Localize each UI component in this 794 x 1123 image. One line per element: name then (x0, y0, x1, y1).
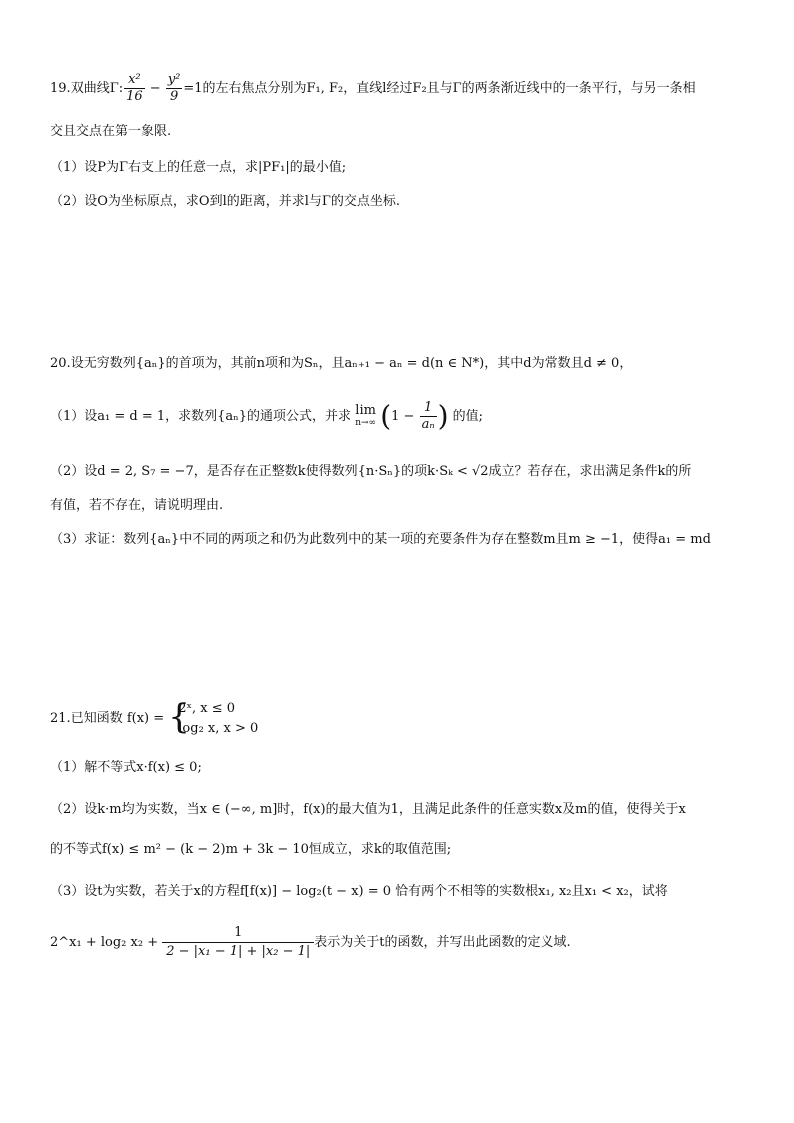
q19-frac-x-num: x² (124, 72, 145, 89)
q19-line2: 交且交点在第一象限. (50, 124, 172, 139)
q19-part1: （1）设P为Γ右支上的任意一点，求|PF₁|的最小值; (50, 160, 347, 175)
q19-frac-x (124, 72, 145, 105)
q19-minus: − (145, 81, 165, 96)
q20-frac-den: aₙ (421, 417, 435, 432)
q20-limit-top: lim (355, 402, 376, 418)
q21-expr-b: 表示为关于t的函数，并写出此函数的定义域. (314, 935, 571, 950)
q21-line1 (50, 696, 754, 742)
q21-frac (162, 924, 314, 961)
q21-part2-line2: 的不等式f(x) ≤ m² − (k − 2)m + 3k − 10恒成立，求k的取值范围; (50, 842, 452, 857)
q19-frac-y-den: 9 (169, 89, 179, 104)
q21-frac-num: 1 (162, 924, 314, 943)
q21-expr-a: 2^x₁ + log₂ x₂ + (50, 935, 163, 950)
q19-intro-a: 双曲线Γ: (70, 81, 124, 96)
q20-paren-right: ) (437, 399, 449, 433)
q19-intro-b: =1的左右焦点分别为F₁, F₂，直线l经过F₂且与Γ的两条渐近线中的一条平行，与另一条相 (183, 81, 696, 96)
q20-part2-line2: 有值，若不存在，请说明理由. (50, 498, 224, 513)
q20-part1 (50, 400, 754, 433)
q21-brace: { (168, 696, 190, 737)
q21-piece2: log₂ x, x > 0 (178, 720, 259, 736)
q20-limit-sub: n→∞ (355, 417, 377, 428)
q20-line1 (50, 354, 754, 374)
q20-number: 20. (50, 356, 71, 371)
q21-intro: 已知函数 f(x) = (70, 711, 169, 726)
q20-paren-left: ( (380, 399, 392, 433)
q20-part1-a: （1）设a₁ = d = 1，求数列{aₙ}的通项公式，并求 (50, 409, 352, 424)
q20-limit (355, 402, 377, 429)
q19-frac-x-den: 16 (126, 89, 143, 104)
q19-frac-y (166, 72, 183, 105)
q21-part3-line1: （3）设t为实数，若关于x的方程f[f(x)] − log₂(t − x) = 0 恰有两个不相等的实数根x₁, x₂且x₁ < x₂，试将 (50, 884, 668, 899)
q20-part3: （3）求证：数列{aₙ}中不同的两项之和仍为此数列中的某一项的充要条件为存在整数m且m ≥ −1，使得a₁ = md (50, 532, 711, 547)
q20-one-minus: 1 − (391, 409, 419, 424)
q21-frac-den: 2 − |x₁ − 1| + |x₂ − 1| (166, 944, 311, 959)
q20-frac-num: 1 (420, 400, 437, 417)
q19-part2: （2）设O为坐标原点，求O到l的距离，并求l与Γ的交点坐标. (50, 194, 401, 209)
q21-piecewise (168, 696, 259, 739)
q21-part1: （1）解不等式x·f(x) ≤ 0; (50, 760, 202, 775)
q19-frac-y-num: y² (167, 72, 181, 87)
q20-part2-line1: （2）设d = 2, S₇ = −7，是否存在正整数k使得数列{n·Sₙ}的项k·Sₖ < √2成立？若存在，求出满足条件k的所 (50, 464, 692, 479)
q21-number: 21. (50, 711, 71, 726)
q19-number: 19. (50, 81, 71, 96)
q21-part2-line1: （2）设k·m均为实数，当x ∈ (−∞, m]时，f(x)的最大值为1，且满足此条件的任意实数x及m的值，使得关于x (50, 802, 686, 817)
q21-part3-line2 (50, 924, 754, 961)
q21-piece1: 2ˣ, x ≤ 0 (178, 700, 236, 716)
q20-part1-b: 的值; (452, 409, 484, 424)
q19-line1 (50, 72, 754, 105)
q20-frac (420, 400, 437, 433)
q20-intro: 设无穷数列{aₙ}的首项为，其前n项和为Sₙ，且aₙ₊₁ − aₙ = d(n ∈ N*)，其中d为常数且d ≠ 0， (70, 356, 633, 371)
